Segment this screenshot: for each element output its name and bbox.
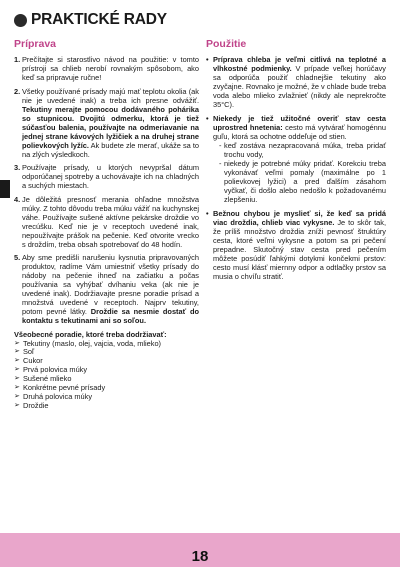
item-text — [22, 55, 199, 82]
bullet-text — [213, 55, 386, 109]
preparation-item — [14, 195, 199, 249]
bullet-circle-icon — [14, 14, 27, 27]
item-number: 2. — [14, 86, 21, 96]
text-run: Ak budete zle merať, ukáže sa to na zlých výsledkoch. — [22, 140, 199, 159]
ingredient-item — [14, 340, 199, 349]
item-text — [22, 195, 199, 249]
text-run: V prípade veľkej horúčavy sa odporúča použiť chladnejšie tekutiny ako zvyčajne. Rovnako je možné, že v chlade bude treba voda alebo mlieko zvlažnieť (nikdy ale neprekročte 35°C). — [213, 64, 386, 109]
arrow-icon: ➢ — [14, 366, 20, 374]
item-text — [22, 163, 199, 190]
bold-text: Bežnou chybou je myslieť si, že keď sa pridá viac droždia, chlieb viac vykysne. — [213, 209, 386, 227]
preparation-column — [14, 38, 199, 411]
bullet-icon: • — [206, 114, 209, 123]
preparation-item — [14, 55, 199, 82]
arrow-icon: ➢ — [14, 357, 20, 365]
text-run: Je to skôr tak, že príliš množstvo droždia zníži pevnosť štruktúry cesta, ktoré veľmi vykysne a potom sa pri pečení prepadne. Skutočný stav cesta pred pečením môžete posúdiť ľahkými dotykmi končekmi prstov: cesto musí klásť miernny odpor a odtlačky prstov sa musia o chvíľu stratiť. — [213, 218, 386, 281]
sub-bullet — [219, 141, 386, 159]
bold-text: Tekutiny merajte pomocou dodávaného pohárika so stupnicou. Dvojitú odmerku, ktorá je tiež súčasťou balenia, používajte na odmeriavanie na jednej strane kávových lyžičiek a na druhej strane polievkových lyžíc. — [22, 104, 199, 150]
ingredient-label: Cukor — [23, 356, 43, 366]
item-number: 1. — [14, 55, 21, 64]
ingredients-heading: Všeobecné poradie, ktoré treba dodržiavať: — [14, 329, 167, 339]
bullet-icon: • — [206, 55, 209, 64]
preparation-list — [14, 55, 199, 325]
text-run: Aby sme predišli narušeniu kysnutia pripravovaných produktov, radíme Vám umiestniť všetky prísady do nádoby na pečenie ihneď na začiatku a počas používania sa vyhýbať dvíhaniu veka (ak nie je uvedené inak). Dodržiavajte presne poradie prísad a množstvá uvedené v receptoch. Najprv tekutiny, potom pevné látky. — [22, 253, 199, 316]
arrow-icon: ➢ — [14, 401, 20, 409]
ingredient-item — [14, 402, 199, 411]
text-run: Všetky používané prísady majú mať teplotu okolia (ak nie je uvedené inak) a treba ich presne odvážiť. — [22, 86, 199, 105]
ingredients-list — [14, 340, 199, 411]
ingredient-label: Prvá polovica múky — [23, 365, 88, 375]
bullet-icon: • — [206, 209, 209, 218]
page-header — [14, 11, 167, 29]
ingredient-label: Konkrétne pevné prísady — [23, 383, 106, 393]
ingredient-label: Soľ — [23, 347, 35, 357]
text-run: Používajte prísady, u ktorých nevypršal dátum odporúčanej spotreby a uchovávajte ich na chladných a suchých miestach. — [22, 163, 199, 190]
arrow-icon: ➢ — [14, 339, 20, 347]
ingredient-label: Druhá polovica múky — [23, 391, 93, 401]
usage-bullet-group — [206, 55, 386, 109]
bold-text: Droždie sa nesmie dostať do kontaktu s tekutinami ani so soľou. — [22, 307, 199, 325]
usage-bullet — [206, 209, 386, 281]
usage-column — [206, 38, 386, 286]
item-text — [22, 87, 199, 159]
arrow-icon: ➢ — [14, 392, 20, 400]
item-number: 5. — [14, 253, 21, 262]
section-heading-preparation: Príprava — [14, 38, 57, 50]
page-title: PRAKTICKÉ RADY — [31, 11, 167, 28]
bullet-text — [213, 114, 386, 204]
usage-bullet — [206, 55, 386, 109]
page-number: 18 — [191, 548, 209, 565]
text-run: Je dôležitá presnosť merania ohľadne množstva múky. Z tohto dôvodu treba múku vážiť na kuchynskej váhe. Používajte sušené aktívne pekárske droždie vo vrecúšku. Keď nie je v receptoch uvedené inak, nepoužívajte prášok na pečenie. Keď otvorite vrecko s droždím, treba obsah spotrebovať do 48 hodín. — [22, 194, 199, 249]
item-text — [22, 253, 199, 325]
usage-bullet-group — [206, 209, 386, 281]
text-run: cesto má vytvárať homogénnu guľu, ktorá sa ochotne oddeľuje od stien. — [213, 123, 386, 141]
preparation-item — [14, 163, 199, 190]
usage-bullet-group — [206, 114, 386, 204]
preparation-item — [14, 253, 199, 325]
arrow-icon: ➢ — [14, 348, 20, 356]
item-number: 4. — [14, 194, 21, 204]
arrow-icon: ➢ — [14, 384, 20, 392]
ingredient-label: Droždie — [23, 400, 49, 410]
side-tab-marker — [0, 180, 10, 198]
ingredient-label: Tekutiny (maslo, olej, vajcia, voda, mlieko) — [23, 338, 162, 348]
item-number: 3. — [14, 163, 21, 172]
arrow-icon: ➢ — [14, 375, 20, 383]
ingredient-label: Sušené mlieko — [23, 374, 72, 384]
sub-bullet — [219, 159, 386, 204]
usage-list — [206, 55, 386, 281]
bullet-text — [213, 209, 386, 281]
text-run: Prečítajte si starostlivo návod na použitie: v tomto prístroji sa chlieb nerobí rovnakým spôsobom, ako keď sa pripravuje ručne! — [22, 55, 199, 82]
dash-icon: - — [219, 141, 222, 150]
bold-text: Niekedy je tiež užitočné overiť stav cesta uprostred hnetenia: — [213, 114, 386, 132]
dash-icon: - — [219, 159, 222, 168]
usage-bullet — [206, 114, 386, 204]
sub-bullet-text: niekedy je potrebné múky pridať. Korekciu treba vykonávať veľmi pomaly (maximálne po 1 polievkovej lyžici) a pred ďalším zásahom vyčkať, či došlo alebo nedošlo k požadovanému zlepšeniu. — [224, 159, 386, 204]
preparation-item — [14, 87, 199, 159]
bold-text: Príprava chleba je veľmi citlivá na teplotné a vlhkostné podmienky. — [213, 55, 386, 73]
sub-bullet-text: keď zostáva nezapracovaná múka, treba pridať trochu vody, — [224, 141, 386, 159]
section-heading-usage: Použitie — [206, 38, 247, 50]
